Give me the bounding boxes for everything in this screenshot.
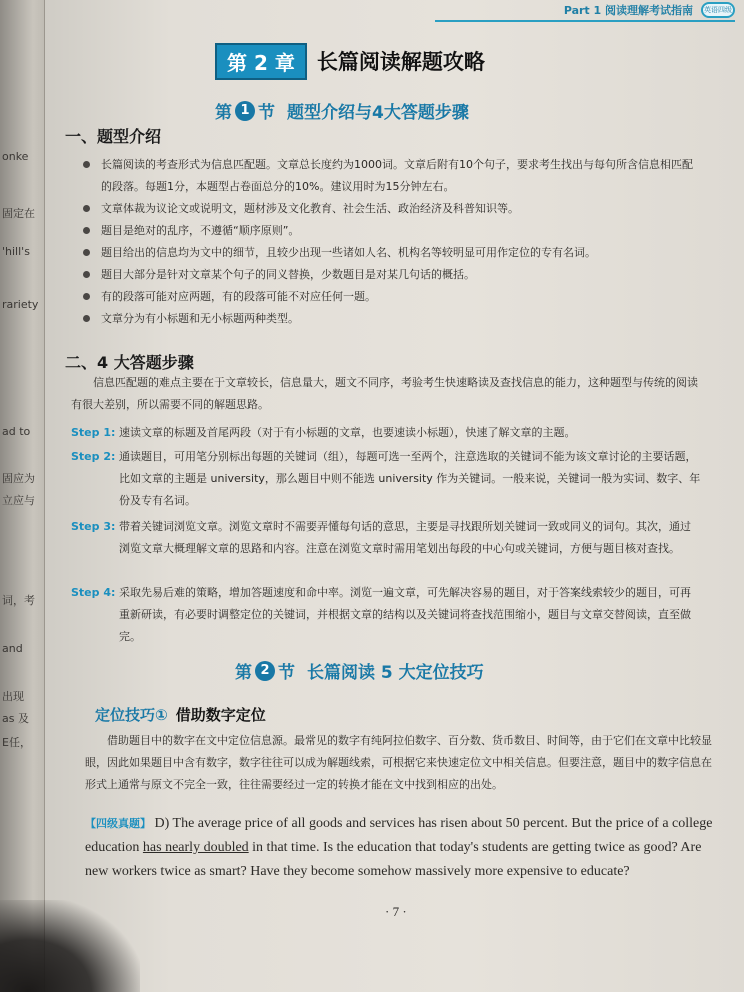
part-2-heading: 二、4 大答题步骤 [65, 353, 194, 372]
example-underlined-text: has nearly doubled [142, 840, 249, 855]
step-label: Step 2: [71, 450, 116, 463]
side-fragment: 出现 [2, 690, 24, 703]
side-fragment: 立应与 [2, 494, 35, 507]
bullet-icon [83, 271, 90, 278]
step-label: Step 3: [71, 520, 116, 533]
part-1-heading: 一、题型介绍 [65, 127, 162, 146]
example-text: D) The average price of all goods and services has risen about 50 percent. But the price of a college education [85, 816, 713, 855]
list-item: 长篇阅读的考查形式为信息匹配题。文章总长度约为1000词。文章后附有10个句子，要求考生找出与每句所含信息相匹配的段落。每题1分，本题型占卷面总分的10%。建议用时为15分钟左右。 [81, 154, 701, 198]
side-fragment: rariety [2, 298, 39, 311]
step-label: Step 1: [71, 426, 116, 439]
header-title: Part 1 阅读理解考试指南 [563, 4, 693, 17]
bullet-list [81, 154, 701, 330]
side-fragment: as 及 [2, 712, 29, 725]
side-fragment: and [2, 642, 23, 655]
side-fragment: onke [2, 150, 29, 163]
list-item: 题目给出的信息均为文中的细节，且较少出现一些诸如人名、机构名等较明显可用作定位的专有名词。 [81, 242, 701, 264]
list-item: 有的段落可能对应两题，有的段落可能不对应任何一题。 [81, 286, 701, 308]
section-suffix: 节 [258, 103, 275, 123]
step-4 [71, 582, 701, 648]
side-fragment: 'hill's [2, 245, 30, 258]
bullet-icon [83, 205, 90, 212]
section-prefix: 第 [235, 663, 252, 683]
list-item: 文章分为有小标题和无小标题两种类型。 [81, 308, 701, 330]
side-fragment: ad to [2, 425, 31, 438]
page-number: · 7 · [385, 904, 407, 919]
side-fragment: 固定在 [2, 207, 35, 220]
tip-paragraph: 借助题目中的数字在文中定位信息源。最常见的数字有纯阿拉伯数字、百分数、货币数目、时间等，由于它们在文章中比较显眼，因此如果题目中含有数字，数字往往可以成为解题线索，可根据它来快速定位文中相关信息。但要注意，题目中的数字信息在形式上通常与原文不完全一致，往往需要经过一定的转换才能在文中找到相应的出处。 [85, 734, 712, 791]
book-page [44, 0, 744, 992]
list-item: 题目大部分是针对文章某个句子的同义替换，少数题目是对某几句话的概括。 [81, 264, 701, 286]
step-text: 采取先易后难的策略，增加答题速度和命中率。浏览一遍文章，可先解决容易的题目，对于答案线索较少的题目，可再重新研读，有必要时调整定位的关键词，并根据文章的结构以及关键词将查找范围缩小，题目与文章交替阅读，直至做完。 [119, 586, 691, 643]
bullet-icon [83, 249, 90, 256]
step-text: 通读题目，可用笔分别标出每题的关键词（组），每题可选一至两个，注意选取的关键词不能为该文章讨论的主要话题，比如文章的主题是 university，那么题目中则不能选 university 作为关键词。一般来说，关键词一般为实词、数字、年份及专有名词。 [119, 450, 701, 507]
bullet-icon [83, 161, 90, 168]
step-1 [71, 422, 701, 444]
section-2-title [235, 658, 484, 683]
tip-label: 定位技巧① [95, 706, 168, 724]
step-2 [71, 446, 701, 512]
finger-shadow [0, 900, 140, 992]
step-label: Step 4: [71, 586, 116, 599]
example-text: in that time. Is the education that today's students are getting twice as good? Are new workers twice as smart? Have they become somehow massively more expensive to educate? [85, 840, 702, 879]
section-title-text: 长篇阅读 5 大定位技巧 [307, 663, 484, 683]
section-suffix: 节 [278, 663, 295, 683]
step-text: 速读文章的标题及首尾两段（对于有小标题的文章，也要速读小标题），快速了解文章的主题。 [119, 426, 576, 439]
tip-name: 借助数字定位 [175, 706, 266, 724]
example-passage [85, 812, 725, 884]
part-2-intro: 信息匹配题的难点主要在于文章较长，信息量大，题文不同序，考验考生快速略读及查找信息的能力，这种题型与传统的阅读有很大差别，所以需要不同的解题思路。 [71, 376, 698, 411]
section-title-text: 题型介绍与4大答题步骤 [287, 103, 469, 123]
section-number-badge: 1 [235, 101, 255, 121]
chapter-title: 长篇阅读解题攻略 [316, 50, 485, 74]
side-fragment: 词，考 [2, 594, 35, 607]
section-prefix: 第 [215, 103, 232, 123]
header-logo: 英语四级 [701, 2, 735, 18]
side-fragment: 固应为 [2, 472, 35, 485]
tip-heading [95, 704, 266, 725]
chapter-label: 第 2 章 [215, 43, 307, 80]
list-item: 题目是绝对的乱序，不遵循“顺序原则”。 [81, 220, 701, 242]
list-item: 文章体裁为议论文或说明文，题材涉及文化教育、社会生活、政治经济及科普知识等。 [81, 198, 701, 220]
bullet-icon [83, 227, 90, 234]
bullet-icon [83, 315, 90, 322]
bullet-icon [83, 293, 90, 300]
step-3 [71, 516, 701, 560]
section-number-badge: 2 [255, 661, 275, 681]
section-1-title [215, 98, 469, 123]
example-tag: 【四级真题】 [85, 817, 151, 830]
step-text: 带着关键词浏览文章。浏览文章时不需要弄懂每句话的意思，主要是寻找跟所划关键词一致或同义的词句。其次，通过浏览文章大概理解文章的思路和内容。注意在浏览文章时需用笔划出每段的中心句或关键词，方便与题目核对查找。 [119, 520, 691, 555]
side-fragment: E任， [2, 736, 31, 749]
chapter-heading [215, 44, 485, 78]
running-header [435, 0, 735, 22]
